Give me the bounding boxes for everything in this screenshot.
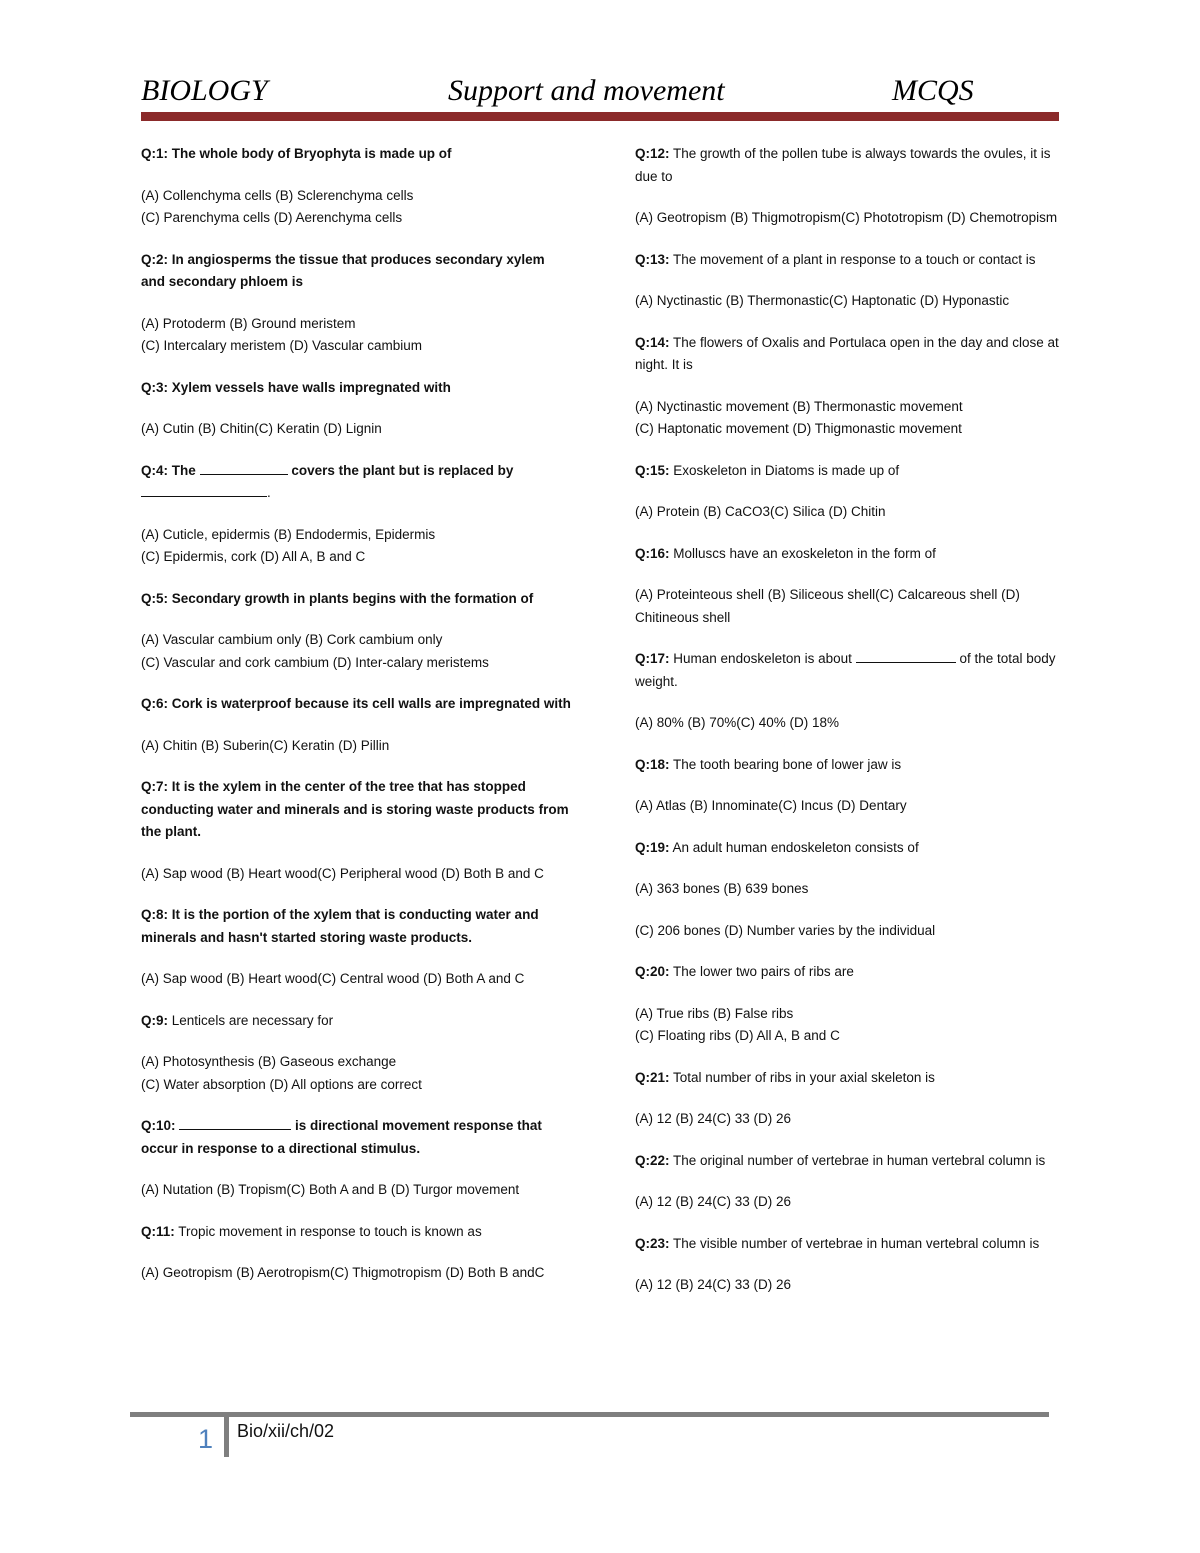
answer-blank — [200, 462, 288, 475]
option-line: (A) Sap wood (B) Heart wood(C) Peripheral wood (D) Both B and C — [141, 865, 544, 881]
question-block — [635, 460, 1060, 524]
right-column — [635, 143, 1060, 1316]
options — [635, 584, 1060, 629]
question-block — [635, 754, 1060, 818]
question-text: Q:8: It is the portion of the xylem that is conducting water and minerals and hasn't started storing waste products. — [141, 907, 539, 945]
option-line: (A) 80% (B) 70%(C) 40% (D) 18% — [635, 715, 840, 730]
option-line: (C) Intercalary meristem (D) Vascular cambium — [141, 338, 423, 353]
header-type: MCQS — [892, 74, 974, 107]
options — [141, 185, 571, 230]
question-text: Q:17: Human endoskeleton is about of the total body weight. — [635, 651, 1056, 689]
question-block — [635, 837, 1060, 943]
header-subject: BIOLOGY — [141, 74, 268, 107]
option-line: (A) Sap wood (B) Heart wood(C) Central wood (D) Both A and C — [141, 971, 525, 986]
question-block — [635, 543, 1060, 630]
option-line: (A) Chitin (B) Suberin(C) Keratin (D) Pillin — [141, 737, 390, 753]
footer-divider — [224, 1417, 229, 1457]
question-text: Q:23: The visible number of vertebrae in human vertebral column is — [635, 1235, 1040, 1251]
question-block — [635, 648, 1060, 735]
option-line: (A) Vascular cambium only (B) Cork cambium only — [141, 632, 443, 647]
question-text: Q:1: The whole body of Bryophyta is made up of — [141, 146, 452, 161]
question-text: Q:5: Secondary growth in plants begins with the formation of — [141, 590, 534, 606]
page-header — [141, 72, 1059, 114]
question-text: Q:16: Molluscs have an exoskeleton in the form of — [635, 545, 936, 561]
header-rule — [141, 112, 1059, 121]
option-line: (A) 12 (B) 24(C) 33 (D) 26 — [635, 1111, 792, 1126]
question-text: Q:15: Exoskeleton in Diatoms is made up of — [635, 462, 900, 478]
options — [635, 396, 1060, 441]
option-line: (A) Protein (B) CaCO3(C) Silica (D) Chitin — [635, 504, 886, 519]
question-block — [141, 693, 571, 757]
question-block — [635, 1067, 1060, 1131]
question-block — [141, 1115, 571, 1202]
option-line: (C) Water absorption (D) All options are correct — [141, 1076, 422, 1092]
answer-blank — [856, 650, 956, 663]
question-text: Q:10: is directional movement response that occur in response to a directional stimulus. — [141, 1118, 542, 1156]
footer-code: Bio/xii/ch/02 — [237, 1421, 335, 1441]
option-line: (C) Epidermis, cork (D) All A, B and C — [141, 549, 366, 564]
question-text: Q:6: Cork is waterproof because its cell walls are impregnated with — [141, 696, 571, 711]
question-block — [141, 377, 571, 441]
question-block — [141, 143, 571, 230]
option-line: (A) Protoderm (B) Ground meristem — [141, 315, 356, 331]
options — [141, 863, 571, 886]
option-line: (C) Floating ribs (D) All A, B and C — [635, 1028, 840, 1043]
options — [141, 1262, 571, 1285]
options — [141, 313, 571, 358]
options — [635, 1003, 1060, 1048]
page-number: 1 — [198, 1424, 214, 1454]
question-block — [141, 1221, 571, 1285]
option-line: (A) Geotropism (B) Thigmotropism(C) Phototropism (D) Chemotropism — [635, 210, 1058, 225]
option-line: (A) Atlas (B) Innominate(C) Incus (D) Dentary — [635, 798, 907, 813]
question-block — [141, 904, 571, 991]
option-line: (C) Parenchyma cells (D) Aerenchyma cells — [141, 210, 403, 225]
option-line: (A) True ribs (B) False ribs — [635, 1005, 794, 1021]
options — [141, 968, 571, 991]
question-text: Q:20: The lower two pairs of ribs are — [635, 964, 854, 979]
question-block — [141, 1010, 571, 1097]
question-text: Q:22: The original number of vertebrae in human vertebral column is — [635, 1152, 1046, 1168]
question-text: Q:9: Lenticels are necessary for — [141, 1012, 334, 1028]
options — [635, 712, 1060, 735]
question-text: Q:7: It is the xylem in the center of the tree that has stopped conducting water and minerals and is storing waste products from the plant. — [141, 779, 569, 839]
question-block — [635, 249, 1060, 313]
options — [635, 501, 1060, 524]
options — [635, 290, 1060, 313]
question-text: Q:13: The movement of a plant in response to a touch or contact is — [635, 251, 1036, 267]
option-line: (A) Proteinteous shell (B) Siliceous shell(C) Calcareous shell (D) Chitineous shell — [635, 587, 1020, 625]
question-text: Q:12: The growth of the pollen tube is always towards the ovules, it is due to — [635, 146, 1051, 184]
option-line: (A) Nutation (B) Tropism(C) Both A and B (D) Turgor movement — [141, 1182, 520, 1197]
options — [635, 207, 1060, 230]
question-block — [141, 588, 571, 675]
question-text: Q:21: Total number of ribs in your axial skeleton is — [635, 1069, 935, 1085]
options — [635, 1274, 1060, 1297]
options — [635, 878, 1060, 901]
options — [635, 1191, 1060, 1214]
option-line: (C) Haptonatic movement (D) Thigmonastic movement — [635, 421, 962, 436]
option-line: (A) 12 (B) 24(C) 33 (D) 26 — [635, 1194, 792, 1209]
option-line: (A) Photosynthesis (B) Gaseous exchange — [141, 1054, 397, 1069]
option-line: (A) Cutin (B) Chitin(C) Keratin (D) Lignin — [141, 421, 382, 436]
option-line: (A) Collenchyma cells (B) Sclerenchyma cells — [141, 187, 414, 203]
option-line: (C) Vascular and cork cambium (D) Inter-calary meristems — [141, 654, 489, 670]
question-text: Q:14: The flowers of Oxalis and Portulaca open in the day and close at night. It is — [635, 334, 1059, 372]
header-chapter: Support and movement — [448, 74, 725, 107]
options — [141, 418, 571, 441]
question-text: Q:2: In angiosperms the tissue that produces secondary xylem and secondary phloem is — [141, 251, 545, 289]
footer-rule — [130, 1412, 1049, 1417]
option-line: (A) Nyctinastic movement (B) Thermonastic movement — [635, 398, 963, 414]
options — [635, 920, 1060, 943]
option-line: (A) 363 bones (B) 639 bones — [635, 881, 809, 896]
left-column — [141, 143, 571, 1304]
option-line: (A) Geotropism (B) Aerotropism(C) Thigmotropism (D) Both B andC — [141, 1265, 545, 1280]
option-line: (C) 206 bones (D) Number varies by the individual — [635, 922, 936, 938]
options — [141, 1179, 571, 1202]
question-block — [141, 460, 571, 569]
question-block — [635, 1233, 1060, 1297]
answer-blank — [141, 484, 267, 497]
question-block — [635, 1150, 1060, 1214]
question-text: Q:3: Xylem vessels have walls impregnated with — [141, 379, 451, 395]
question-text: Q:11: Tropic movement in response to touch is known as — [141, 1223, 482, 1239]
option-line: (A) 12 (B) 24(C) 33 (D) 26 — [635, 1277, 792, 1292]
answer-blank — [179, 1117, 291, 1130]
options — [141, 524, 571, 569]
question-block — [635, 961, 1060, 1048]
options — [635, 795, 1060, 818]
question-text: Q:4: The covers the plant but is replaced by . — [141, 462, 514, 500]
option-line: (A) Cuticle, epidermis (B) Endodermis, Epidermis — [141, 526, 436, 542]
options — [141, 735, 571, 758]
options — [141, 1051, 571, 1096]
options — [635, 1108, 1060, 1131]
question-text: Q:18: The tooth bearing bone of lower jaw is — [635, 756, 902, 772]
question-block — [635, 143, 1060, 230]
question-block — [635, 332, 1060, 441]
question-text: Q:19: An adult human endoskeleton consists of — [635, 839, 919, 855]
options — [141, 629, 571, 674]
question-block — [141, 249, 571, 358]
question-block — [141, 776, 571, 885]
option-line: (A) Nyctinastic (B) Thermonastic(C) Haptonatic (D) Hyponastic — [635, 293, 1010, 308]
